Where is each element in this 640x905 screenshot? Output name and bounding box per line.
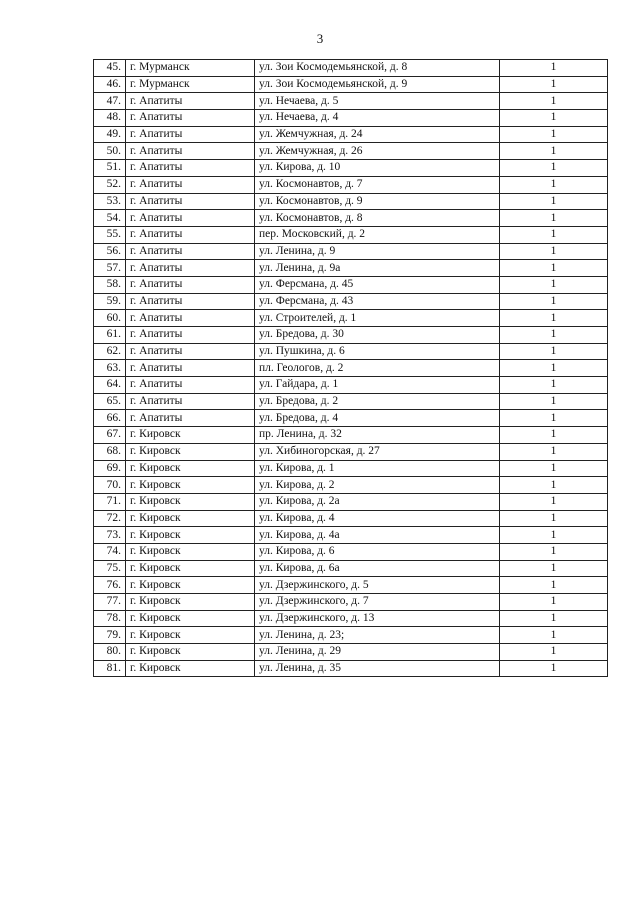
row-number: 48. [94, 110, 126, 127]
count-cell: 1 [500, 377, 608, 394]
row-number: 45. [94, 60, 126, 77]
address-cell: ул. Бредова, д. 4 [255, 410, 500, 427]
count-cell: 1 [500, 527, 608, 544]
address-cell: ул. Бредова, д. 30 [255, 327, 500, 344]
count-cell: 1 [500, 110, 608, 127]
row-number: 79. [94, 627, 126, 644]
row-number: 69. [94, 460, 126, 477]
address-cell: ул. Кирова, д. 6а [255, 560, 500, 577]
table-row [94, 393, 608, 410]
address-cell: пл. Геологов, д. 2 [255, 360, 500, 377]
city-cell: г. Апатиты [126, 243, 255, 260]
address-cell: ул. Кирова, д. 2а [255, 493, 500, 510]
address-cell: ул. Ленина, д. 29 [255, 644, 500, 661]
row-number: 46. [94, 76, 126, 93]
city-cell: г. Апатиты [126, 143, 255, 160]
address-cell: пер. Московский, д. 2 [255, 226, 500, 243]
count-cell: 1 [500, 360, 608, 377]
city-cell: г. Кировск [126, 510, 255, 527]
address-cell: ул. Космонавтов, д. 9 [255, 193, 500, 210]
table-row [94, 377, 608, 394]
city-cell: г. Апатиты [126, 176, 255, 193]
row-number: 68. [94, 443, 126, 460]
table-row [94, 543, 608, 560]
row-number: 76. [94, 577, 126, 594]
row-number: 65. [94, 393, 126, 410]
address-cell: ул. Кирова, д. 6 [255, 543, 500, 560]
row-number: 80. [94, 644, 126, 661]
row-number: 53. [94, 193, 126, 210]
count-cell: 1 [500, 243, 608, 260]
count-cell: 1 [500, 493, 608, 510]
table-row [94, 577, 608, 594]
address-cell: ул. Ленина, д. 35 [255, 660, 500, 677]
row-number: 61. [94, 327, 126, 344]
address-cell: ул. Кирова, д. 2 [255, 477, 500, 494]
address-cell: ул. Дзержинского, д. 7 [255, 594, 500, 611]
city-cell: г. Кировск [126, 577, 255, 594]
city-cell: г. Апатиты [126, 310, 255, 327]
city-cell: г. Апатиты [126, 276, 255, 293]
row-number: 63. [94, 360, 126, 377]
table-row [94, 527, 608, 544]
city-cell: г. Апатиты [126, 226, 255, 243]
table-row [94, 126, 608, 143]
table-row [94, 176, 608, 193]
city-cell: г. Апатиты [126, 193, 255, 210]
count-cell: 1 [500, 226, 608, 243]
city-cell: г. Кировск [126, 460, 255, 477]
row-number: 49. [94, 126, 126, 143]
count-cell: 1 [500, 560, 608, 577]
city-cell: г. Кировск [126, 660, 255, 677]
address-cell: ул. Дзержинского, д. 13 [255, 610, 500, 627]
count-cell: 1 [500, 193, 608, 210]
table-row [94, 660, 608, 677]
address-cell: ул. Космонавтов, д. 8 [255, 210, 500, 227]
count-cell: 1 [500, 143, 608, 160]
count-cell: 1 [500, 293, 608, 310]
table-row [94, 460, 608, 477]
count-cell: 1 [500, 410, 608, 427]
table-row [94, 327, 608, 344]
row-number: 56. [94, 243, 126, 260]
row-number: 62. [94, 343, 126, 360]
city-cell: г. Кировск [126, 594, 255, 611]
address-cell: ул. Ферсмана, д. 43 [255, 293, 500, 310]
address-cell: ул. Нечаева, д. 4 [255, 110, 500, 127]
table-row [94, 60, 608, 77]
count-cell: 1 [500, 460, 608, 477]
address-cell: ул. Ленина, д. 23; [255, 627, 500, 644]
count-cell: 1 [500, 160, 608, 177]
address-cell: ул. Зои Космодемьянской, д. 8 [255, 60, 500, 77]
city-cell: г. Кировск [126, 543, 255, 560]
count-cell: 1 [500, 310, 608, 327]
row-number: 72. [94, 510, 126, 527]
count-cell: 1 [500, 76, 608, 93]
row-number: 58. [94, 276, 126, 293]
city-cell: г. Апатиты [126, 410, 255, 427]
city-cell: г. Апатиты [126, 93, 255, 110]
table-row [94, 644, 608, 661]
city-cell: г. Кировск [126, 493, 255, 510]
address-cell: ул. Жемчужная, д. 26 [255, 143, 500, 160]
count-cell: 1 [500, 577, 608, 594]
address-cell: ул. Строителей, д. 1 [255, 310, 500, 327]
city-cell: г. Апатиты [126, 377, 255, 394]
count-cell: 1 [500, 477, 608, 494]
count-cell: 1 [500, 594, 608, 611]
city-cell: г. Кировск [126, 610, 255, 627]
count-cell: 1 [500, 260, 608, 277]
row-number: 75. [94, 560, 126, 577]
city-cell: г. Кировск [126, 527, 255, 544]
city-cell: г. Кировск [126, 443, 255, 460]
table-row [94, 627, 608, 644]
table-row [94, 293, 608, 310]
count-cell: 1 [500, 443, 608, 460]
table-row [94, 510, 608, 527]
table-row [94, 276, 608, 293]
row-number: 70. [94, 477, 126, 494]
city-cell: г. Апатиты [126, 110, 255, 127]
city-cell: г. Кировск [126, 627, 255, 644]
table-row [94, 210, 608, 227]
count-cell: 1 [500, 60, 608, 77]
address-cell: ул. Кирова, д. 1 [255, 460, 500, 477]
table-row [94, 110, 608, 127]
row-number: 77. [94, 594, 126, 611]
table-row [94, 310, 608, 327]
row-number: 73. [94, 527, 126, 544]
address-cell: ул. Ленина, д. 9 [255, 243, 500, 260]
count-cell: 1 [500, 644, 608, 661]
address-cell: ул. Ленина, д. 9а [255, 260, 500, 277]
row-number: 71. [94, 493, 126, 510]
city-cell: г. Мурманск [126, 60, 255, 77]
table-row [94, 560, 608, 577]
address-cell: ул. Кирова, д. 4а [255, 527, 500, 544]
table-row [94, 243, 608, 260]
address-cell: ул. Ферсмана, д. 45 [255, 276, 500, 293]
count-cell: 1 [500, 543, 608, 560]
city-cell: г. Апатиты [126, 343, 255, 360]
row-number: 52. [94, 176, 126, 193]
row-number: 60. [94, 310, 126, 327]
address-cell: ул. Дзержинского, д. 5 [255, 577, 500, 594]
city-cell: г. Апатиты [126, 260, 255, 277]
count-cell: 1 [500, 627, 608, 644]
table-row [94, 226, 608, 243]
address-cell: пр. Ленина, д. 32 [255, 427, 500, 444]
count-cell: 1 [500, 176, 608, 193]
count-cell: 1 [500, 343, 608, 360]
address-cell: ул. Пушкина, д. 6 [255, 343, 500, 360]
address-cell: ул. Нечаева, д. 5 [255, 93, 500, 110]
row-number: 59. [94, 293, 126, 310]
table-row [94, 343, 608, 360]
count-cell: 1 [500, 276, 608, 293]
table-row [94, 594, 608, 611]
address-cell: ул. Гайдара, д. 1 [255, 377, 500, 394]
row-number: 47. [94, 93, 126, 110]
count-cell: 1 [500, 610, 608, 627]
row-number: 54. [94, 210, 126, 227]
table-row [94, 160, 608, 177]
row-number: 50. [94, 143, 126, 160]
address-cell: ул. Кирова, д. 10 [255, 160, 500, 177]
count-cell: 1 [500, 510, 608, 527]
address-cell: ул. Кирова, д. 4 [255, 510, 500, 527]
row-number: 67. [94, 427, 126, 444]
city-cell: г. Апатиты [126, 210, 255, 227]
count-cell: 1 [500, 660, 608, 677]
table-row [94, 260, 608, 277]
city-cell: г. Мурманск [126, 76, 255, 93]
row-number: 66. [94, 410, 126, 427]
table-row [94, 477, 608, 494]
count-cell: 1 [500, 393, 608, 410]
table-body [94, 60, 608, 677]
city-cell: г. Кировск [126, 560, 255, 577]
city-cell: г. Апатиты [126, 160, 255, 177]
table-row [94, 610, 608, 627]
row-number: 51. [94, 160, 126, 177]
row-number: 57. [94, 260, 126, 277]
row-number: 74. [94, 543, 126, 560]
count-cell: 1 [500, 126, 608, 143]
address-table [93, 59, 608, 677]
count-cell: 1 [500, 210, 608, 227]
city-cell: г. Апатиты [126, 293, 255, 310]
address-cell: ул. Зои Космодемьянской, д. 9 [255, 76, 500, 93]
city-cell: г. Апатиты [126, 360, 255, 377]
table-row [94, 443, 608, 460]
table-row [94, 410, 608, 427]
count-cell: 1 [500, 327, 608, 344]
row-number: 64. [94, 377, 126, 394]
city-cell: г. Апатиты [126, 327, 255, 344]
table-row [94, 76, 608, 93]
city-cell: г. Кировск [126, 477, 255, 494]
table-row [94, 427, 608, 444]
row-number: 78. [94, 610, 126, 627]
count-cell: 1 [500, 427, 608, 444]
table-row [94, 360, 608, 377]
row-number: 81. [94, 660, 126, 677]
row-number: 55. [94, 226, 126, 243]
table-row [94, 143, 608, 160]
table-row [94, 93, 608, 110]
address-cell: ул. Бредова, д. 2 [255, 393, 500, 410]
city-cell: г. Апатиты [126, 126, 255, 143]
count-cell: 1 [500, 93, 608, 110]
table-row [94, 193, 608, 210]
table-row [94, 493, 608, 510]
address-cell: ул. Жемчужная, д. 24 [255, 126, 500, 143]
address-cell: ул. Хибиногорская, д. 27 [255, 443, 500, 460]
page-number: 3 [316, 31, 324, 46]
city-cell: г. Кировск [126, 427, 255, 444]
address-cell: ул. Космонавтов, д. 7 [255, 176, 500, 193]
city-cell: г. Кировск [126, 644, 255, 661]
city-cell: г. Апатиты [126, 393, 255, 410]
